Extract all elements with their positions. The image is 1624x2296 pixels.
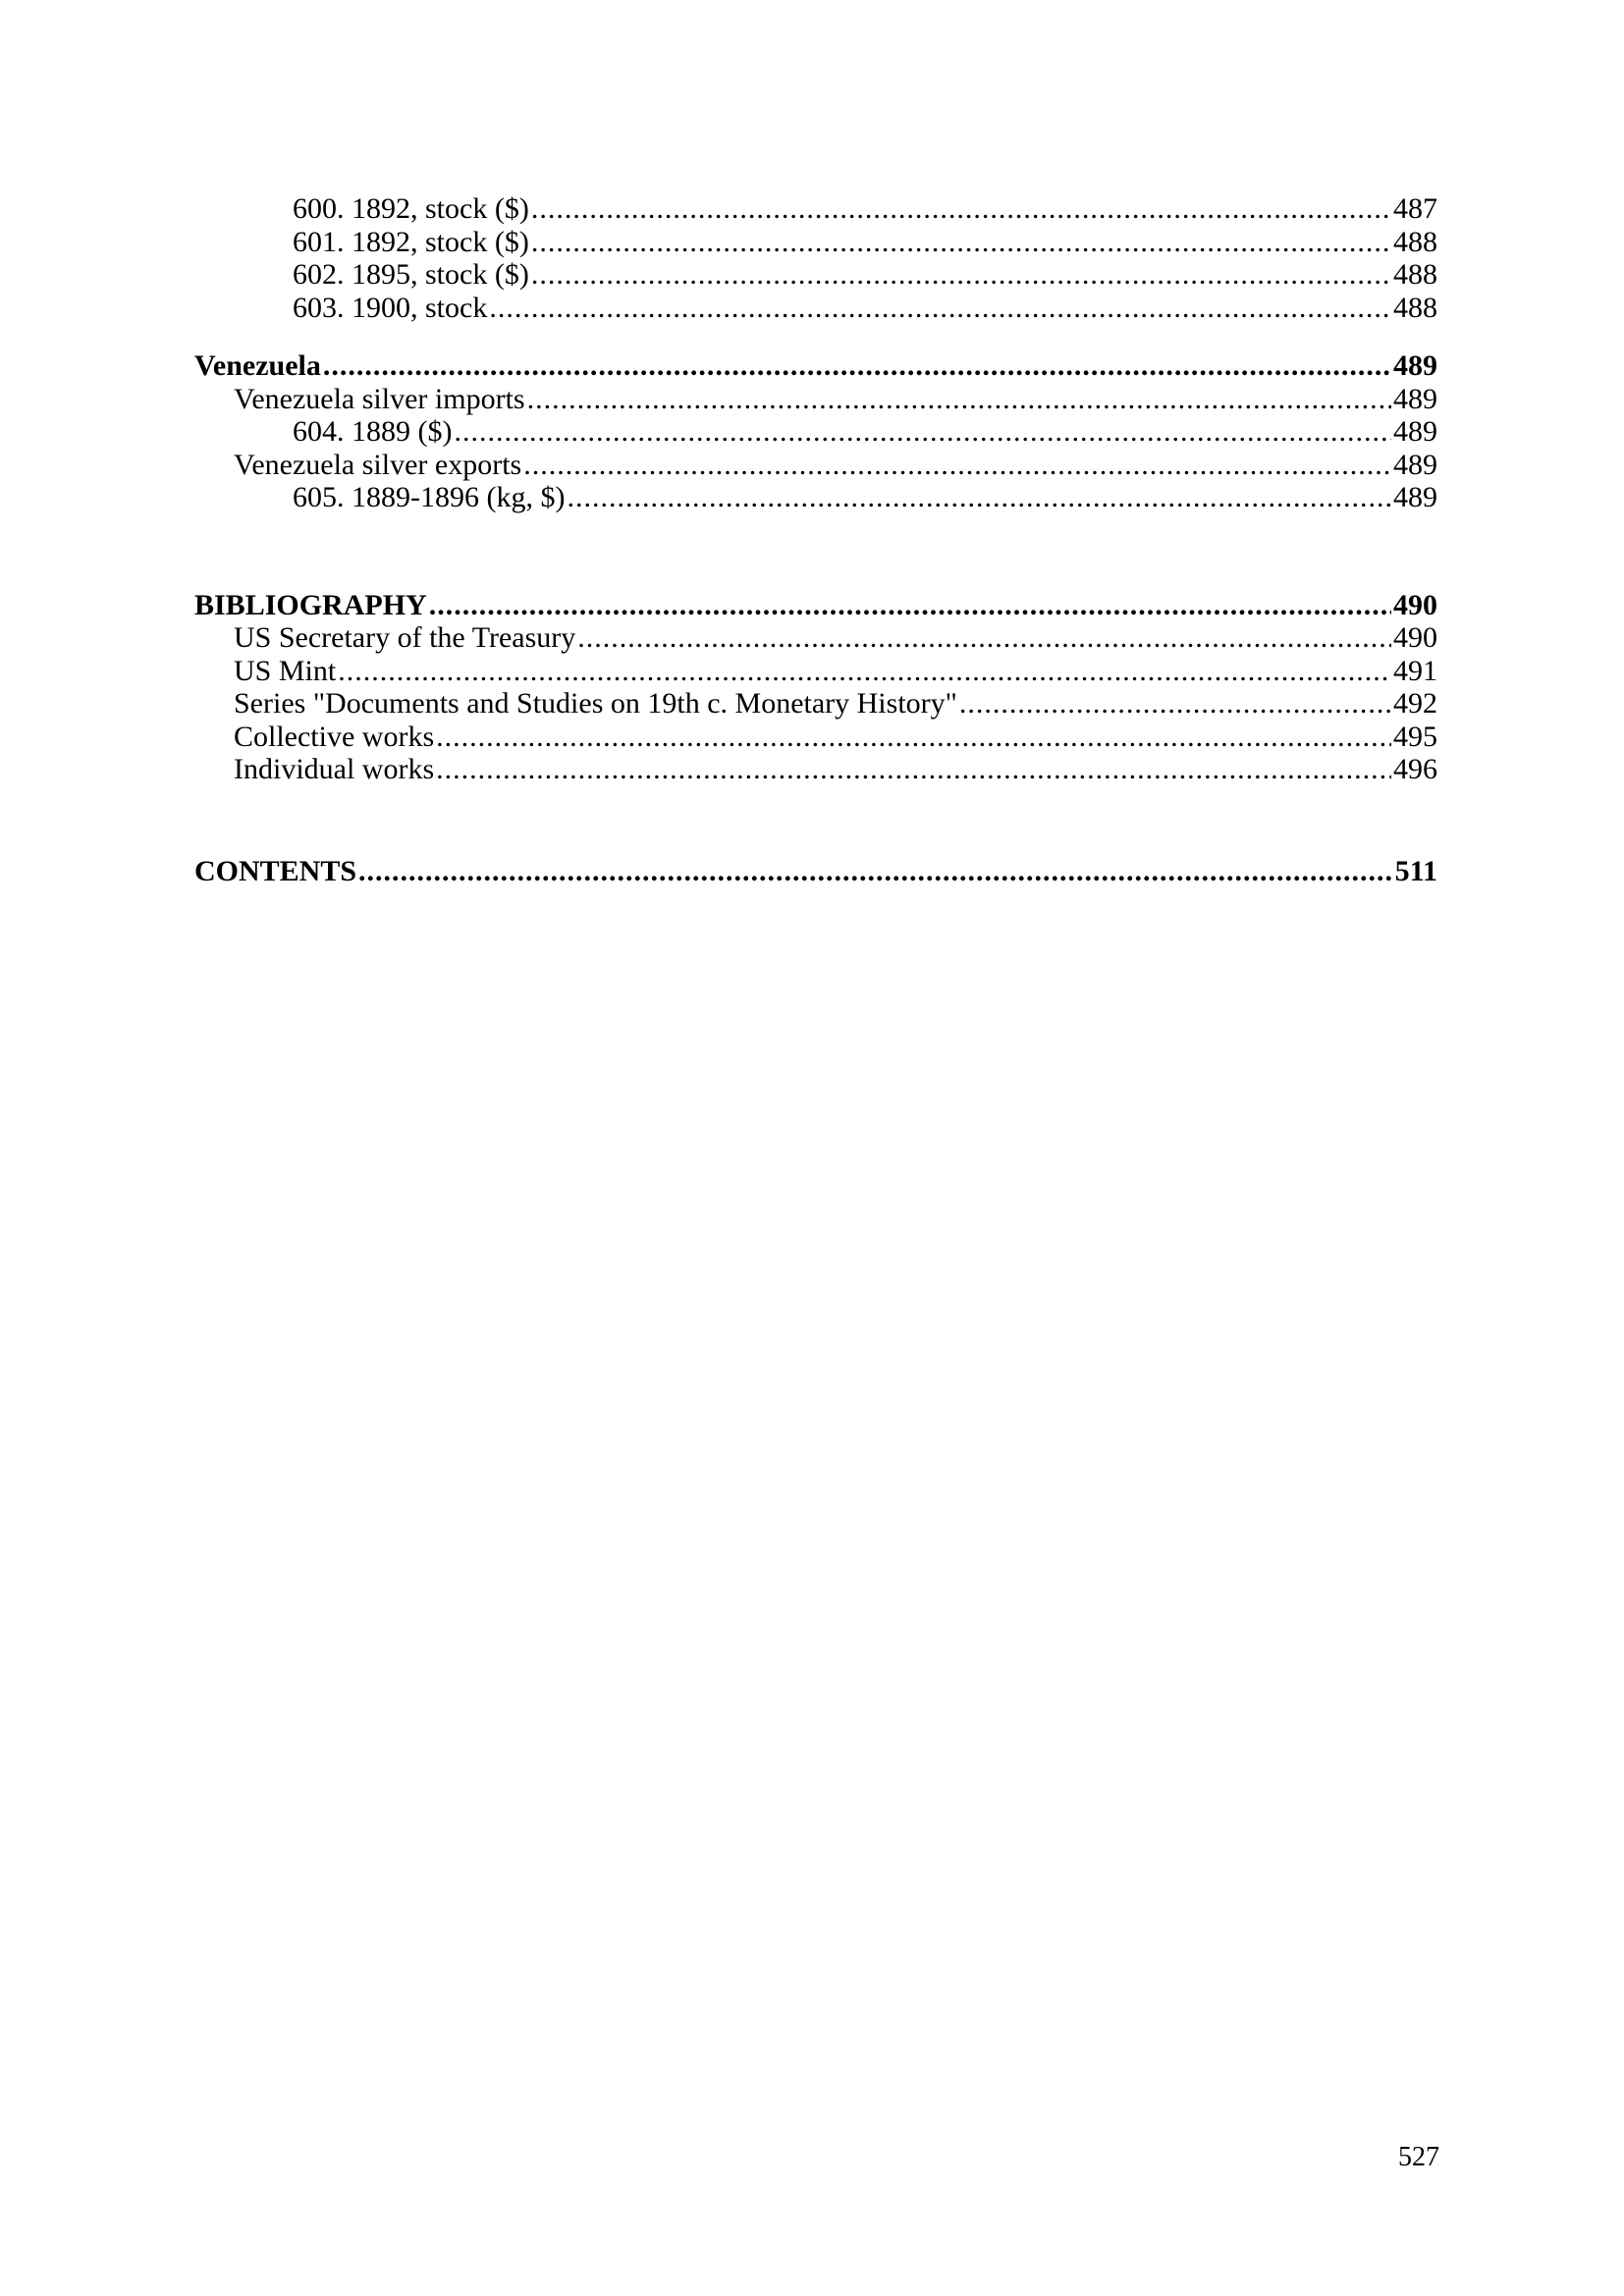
- dot-leader: [523, 449, 1391, 482]
- toc-section-page: 489: [1393, 349, 1437, 382]
- toc-entry-page: 496: [1393, 753, 1437, 785]
- spacer: [194, 786, 1437, 855]
- dot-leader: [567, 481, 1391, 514]
- toc-entry[interactable]: [194, 226, 1437, 259]
- toc-entry-page: 495: [1393, 720, 1437, 753]
- toc-section-contents[interactable]: [194, 855, 1437, 888]
- toc-section-title: CONTENTS: [194, 854, 357, 887]
- toc-entry-page: 489: [1393, 481, 1437, 513]
- toc-entry-title: 601. 1892, stock ($): [293, 225, 529, 258]
- toc-entry-page: 489: [1393, 415, 1437, 448]
- dot-leader: [323, 349, 1391, 383]
- toc-entry[interactable]: [194, 258, 1437, 292]
- toc-subsection[interactable]: [194, 721, 1437, 754]
- spacer: [194, 324, 1437, 349]
- toc-entry-page: 489: [1393, 448, 1437, 481]
- dot-leader: [358, 855, 1393, 888]
- toc-subsection[interactable]: [194, 687, 1437, 721]
- toc-entry-title: 604. 1889 ($): [293, 415, 453, 448]
- toc-section-bibliography[interactable]: [194, 589, 1437, 622]
- toc-entry-page: 492: [1393, 687, 1437, 720]
- toc-entry-title: 602. 1895, stock ($): [293, 258, 529, 291]
- toc-entry-title: US Mint: [234, 654, 337, 687]
- toc-entry-title: 603. 1900, stock: [293, 291, 488, 324]
- toc-entry-page: 488: [1393, 258, 1437, 291]
- dot-leader: [436, 753, 1391, 786]
- dot-leader: [527, 383, 1391, 416]
- toc-section-page: 490: [1393, 588, 1437, 621]
- toc-entry-page: 489: [1393, 382, 1437, 415]
- dot-leader: [429, 589, 1391, 622]
- dot-leader: [454, 415, 1391, 449]
- toc-entry-title: 600. 1892, stock ($): [293, 192, 529, 225]
- dot-leader: [959, 687, 1391, 721]
- dot-leader: [531, 258, 1391, 292]
- page-number: 527: [1398, 2142, 1439, 2172]
- toc-entry-title: Venezuela silver exports: [234, 448, 522, 481]
- toc-subsection[interactable]: [194, 449, 1437, 482]
- toc-entry-title: 605. 1889-1896 (kg, $): [293, 481, 566, 513]
- toc-entry-title: Series "Documents and Studies on 19th c. Monetary History": [234, 687, 957, 720]
- table-of-contents: [194, 192, 1437, 887]
- toc-entry-page: 488: [1393, 291, 1437, 324]
- toc-subsection[interactable]: [194, 753, 1437, 786]
- toc-entry-title: US Secretary of the Treasury: [234, 621, 576, 654]
- toc-entry[interactable]: [194, 192, 1437, 226]
- toc-entry[interactable]: [194, 292, 1437, 325]
- toc-entry-page: 487: [1393, 192, 1437, 225]
- dot-leader: [489, 292, 1391, 325]
- toc-entry-title: Collective works: [234, 720, 435, 753]
- dot-leader: [577, 621, 1391, 655]
- toc-section-page: 511: [1394, 854, 1437, 887]
- spacer: [194, 514, 1437, 589]
- toc-subsection[interactable]: [194, 383, 1437, 416]
- toc-entry[interactable]: [194, 415, 1437, 449]
- toc-entry-title: Individual works: [234, 753, 435, 785]
- toc-section-title: Venezuela: [194, 349, 321, 382]
- dot-leader: [531, 226, 1391, 259]
- dot-leader: [531, 192, 1391, 226]
- toc-subsection[interactable]: [194, 621, 1437, 655]
- toc-section-title: BIBLIOGRAPHY: [194, 588, 427, 621]
- toc-entry-title: Venezuela silver imports: [234, 382, 525, 415]
- toc-entry[interactable]: [194, 481, 1437, 514]
- toc-entry-page: 490: [1393, 621, 1437, 654]
- dot-leader: [436, 721, 1391, 754]
- toc-entry-page: 488: [1393, 225, 1437, 258]
- toc-section-venezuela[interactable]: [194, 349, 1437, 383]
- dot-leader: [338, 655, 1391, 688]
- toc-entry-page: 491: [1393, 654, 1437, 687]
- toc-subsection[interactable]: [194, 655, 1437, 688]
